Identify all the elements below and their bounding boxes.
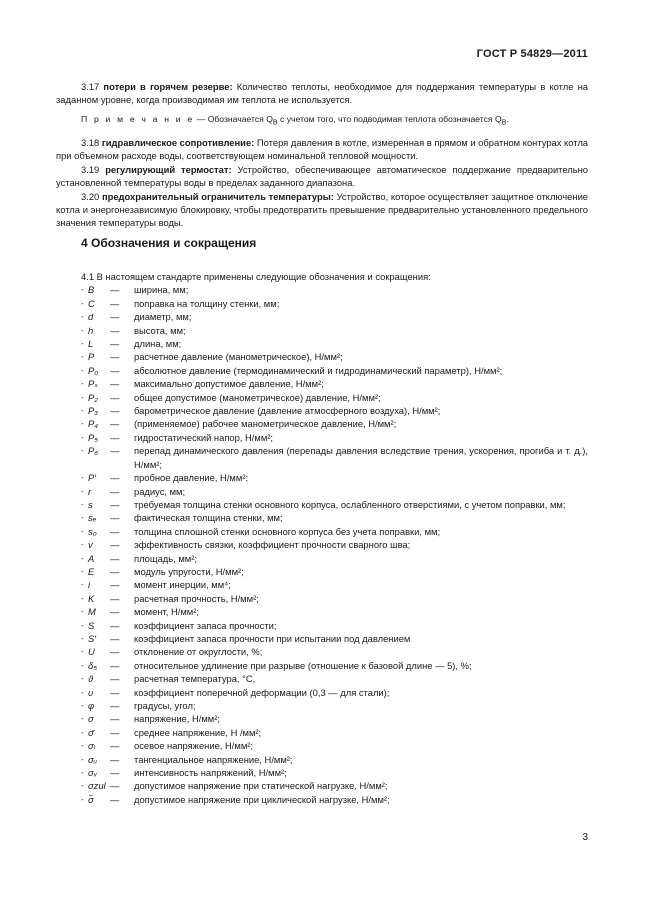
bullet-mark: - — [81, 794, 84, 804]
list-item — [56, 659, 588, 672]
bullet-mark: - — [81, 392, 84, 402]
symbol: L — [88, 338, 94, 350]
list-item — [56, 686, 588, 699]
symbol-description: абсолютное давление (термодинамический и гидродинамический параметр), Н/мм²; — [134, 364, 503, 376]
bullet-mark: - — [81, 486, 84, 496]
clause-number: 3.18 — [81, 136, 100, 148]
dash: — — [110, 659, 120, 671]
dash: — — [110, 686, 120, 698]
list-item — [56, 471, 588, 484]
bullet-mark: - — [81, 768, 84, 778]
list-item — [56, 793, 588, 806]
bullet-mark: - — [81, 446, 84, 456]
symbol: σᵤ — [88, 753, 97, 765]
symbol: s₀ — [88, 525, 97, 537]
bullet-mark: - — [81, 432, 84, 442]
symbols-list — [56, 283, 588, 806]
clause-number: 3.20 — [81, 190, 100, 202]
dash: — — [110, 552, 120, 564]
bullet-mark: - — [81, 406, 84, 416]
symbol-description: модуль упругости, Н/мм²; — [134, 565, 244, 577]
clause-number: 3.17 — [81, 81, 100, 92]
symbol: P₃ — [88, 405, 98, 417]
dash: — — [110, 498, 120, 510]
list-item — [56, 726, 588, 739]
bullet-mark: - — [81, 727, 84, 737]
dash: — — [110, 673, 120, 685]
dash: — — [110, 445, 120, 457]
dash: — — [110, 338, 120, 350]
bullet-mark: - — [81, 566, 84, 576]
list-item — [56, 538, 588, 551]
dash: — — [110, 351, 120, 363]
list-item — [56, 632, 588, 645]
definition-text: Устройство, которое осуществляет защитное отключение котла и энергонезависимую блокировку, чтобы предотвратить превышение предварительно установленного предельного значения температуры воды. — [56, 190, 589, 229]
dash: — — [110, 485, 120, 497]
symbol: P₆ — [88, 445, 99, 457]
term: гидравлическое сопротивление: — [101, 136, 255, 148]
dash: — — [110, 472, 120, 484]
dash: — — [110, 364, 120, 376]
dash: — — [110, 284, 120, 296]
list-item — [56, 672, 588, 685]
list-item — [56, 699, 588, 712]
symbol-description: момент, Н/мм²; — [134, 606, 199, 618]
bullet-mark: - — [81, 701, 84, 710]
bullet-mark: - — [81, 285, 84, 295]
symbol: h — [88, 324, 94, 336]
bullet-mark: - — [81, 647, 84, 657]
list-item — [56, 645, 588, 658]
symbol: σ̃ — [88, 793, 94, 805]
list-item — [56, 391, 588, 404]
symbol-description: относительное удлинение при разрыве (отношение к базовой длине — 5), %; — [134, 659, 472, 671]
clause-number: 3.19 — [81, 163, 100, 175]
bullet-mark: - — [81, 365, 84, 375]
list-item — [56, 619, 588, 632]
symbol: s — [88, 498, 93, 510]
dash: — — [110, 297, 120, 309]
bullet-mark: - — [81, 513, 84, 523]
symbol: S′ — [88, 632, 97, 644]
bullet-mark: - — [81, 540, 84, 550]
list-item — [56, 485, 588, 498]
symbol: r — [88, 485, 92, 497]
note-label: П р и м е ч а н и е — [81, 113, 195, 124]
note-end: . — [506, 113, 509, 124]
list-item — [56, 337, 588, 350]
symbol-description: (применяемое) рабочее манометрическое давление, Н/мм²; — [134, 418, 397, 430]
symbol: M — [88, 606, 96, 618]
bullet-mark: - — [81, 580, 84, 590]
list-item — [56, 779, 588, 792]
bullet-mark: - — [81, 687, 84, 697]
list-item — [56, 377, 588, 390]
bullet-mark: - — [81, 714, 84, 724]
dash: — — [110, 311, 120, 323]
paragraph-3-20 — [56, 190, 588, 230]
dash: — — [110, 700, 120, 711]
term: предохранительный ограничитель температуры: — [101, 190, 334, 202]
symbol: σ — [88, 713, 94, 725]
definition-text: Количество теплоты, необходимое для поддержания температуры в котле на заданном уровне, когда производимая им теплота не используется. — [56, 81, 588, 106]
list-item — [56, 592, 588, 605]
dash: — — [110, 579, 120, 591]
symbol: K — [88, 592, 95, 604]
symbol: σ̄ — [88, 726, 94, 738]
symbol: P′ — [88, 472, 97, 484]
bullet-mark: - — [81, 741, 84, 751]
bullet-mark: - — [81, 312, 84, 322]
symbol-description: коэффициент поперечной деформации (0,3 — для стали); — [134, 686, 390, 698]
bullet-mark: - — [81, 419, 84, 429]
list-item — [56, 712, 588, 725]
page-number: 3 — [582, 832, 588, 843]
symbol: B — [88, 284, 95, 296]
dash: — — [110, 525, 120, 537]
symbol-description: расчетная температура, °C, — [134, 673, 256, 685]
bullet-mark: - — [81, 781, 84, 791]
definition-text: Потеря давления в котле, измеренная в прямом и обратном контурах котла при объемном расходе воды, соответствующем номинальной тепловой мощности. — [56, 136, 589, 162]
symbol-description: толщина сплошной стенки основного корпуса без учета поправки, мм; — [134, 525, 441, 537]
list-item — [56, 605, 588, 618]
symbol-description: допустимое напряжение при статической нагрузке, Н/мм²; — [134, 780, 388, 792]
bullet-mark: - — [81, 339, 84, 349]
list-item — [56, 498, 588, 511]
dash: — — [110, 565, 120, 577]
bullet-mark: - — [81, 553, 84, 563]
term: потери в горячем резерве: — [103, 81, 233, 92]
symbol: C — [88, 297, 95, 309]
symbol-description: интенсивность напряжений, Н/мм²; — [134, 767, 287, 779]
list-item — [56, 578, 588, 591]
symbol-description: диаметр, мм; — [134, 311, 192, 323]
list-item — [56, 753, 588, 766]
symbol-description: перепад динамического давления (перепады давления вследствие трения, ускорения, прогиба и т. д.), Н/мм²; — [134, 445, 588, 470]
list-item — [56, 283, 588, 296]
symbol: U — [88, 646, 95, 658]
dash: — — [110, 713, 120, 725]
bullet-mark: - — [81, 593, 84, 603]
symbol-description: барометрическое давление (давление атмосферного воздуха), Н/мм²; — [134, 405, 441, 417]
note-text-continued: с учетом того, что подводимая теплота обозначается Q — [277, 113, 502, 124]
dash: — — [110, 767, 120, 779]
symbol: φ — [88, 700, 95, 711]
bullet-mark: - — [81, 379, 84, 389]
list-item — [56, 565, 588, 578]
symbol: ϑ — [88, 673, 94, 685]
list-item — [56, 444, 588, 471]
symbol-description: тангенциальное напряжение, Н/мм²; — [134, 753, 293, 765]
list-item — [56, 364, 588, 377]
symbol: δ₅ — [88, 659, 97, 671]
list-item — [56, 310, 588, 323]
dash: — — [110, 431, 120, 443]
dash: — — [110, 793, 120, 805]
list-item — [56, 417, 588, 430]
symbol: P₅ — [88, 431, 99, 443]
symbol-description: расчетное давление (манометрическое), Н/мм²; — [134, 351, 343, 363]
symbol-description: требуемая толщина стенки основного корпуса, ослабленного отверстиями, с учетом поправки, мм; — [134, 498, 566, 510]
symbol: P — [88, 351, 95, 363]
dash: — — [110, 539, 120, 551]
dash: — — [110, 324, 120, 336]
symbol-description: максимально допустимое давление, Н/мм²; — [134, 378, 324, 390]
symbol: d — [88, 311, 94, 323]
paragraph-3-19 — [56, 163, 588, 190]
dash: — — [110, 753, 120, 765]
list-item — [56, 766, 588, 779]
symbol-description: коэффициент запаса прочности; — [134, 619, 277, 631]
symbol-description: пробное давление, Н/мм²; — [134, 472, 249, 484]
list-item — [56, 525, 588, 538]
symbol: S — [88, 619, 95, 631]
dash: — — [110, 726, 120, 738]
dash: — — [110, 606, 120, 618]
symbol-description: допустимое напряжение при циклической нагрузке, Н/мм²; — [134, 793, 390, 805]
symbol: E — [88, 565, 95, 577]
dash: — — [110, 405, 120, 417]
symbol: σₗ — [88, 740, 96, 752]
definition-text: Устройство, обеспечивающее автоматическое поддержание предварительно установленной температуры воды в пределах заданного диапазона. — [56, 163, 589, 189]
list-item — [56, 431, 588, 444]
symbol-description: расчетная прочность, Н/мм²; — [134, 592, 259, 604]
dash: — — [110, 592, 120, 604]
symbol-description: отклонение от округлости, %; — [134, 646, 263, 658]
list-item — [56, 324, 588, 337]
symbol: P₂ — [88, 391, 98, 403]
symbol-description: длина, мм; — [134, 338, 182, 350]
dash: — — [110, 619, 120, 631]
section-title: 4 Обозначения и сокращения — [81, 236, 257, 250]
list-item — [56, 739, 588, 752]
list-item — [56, 297, 588, 310]
note-text: — Обозначается Q — [196, 113, 273, 124]
symbol: P₀ — [88, 364, 99, 376]
bullet-mark: - — [81, 607, 84, 617]
section-intro: 4.1 В настоящем стандарте применены следующие обозначения и сокращения: — [81, 271, 431, 282]
dash: — — [110, 632, 120, 644]
note-subscript-2: B — [501, 118, 507, 127]
paragraph-3-17 — [56, 80, 588, 107]
symbol-description: поправка на толщину стенки, мм; — [134, 297, 280, 309]
dash: — — [110, 780, 120, 792]
symbol: v — [88, 539, 93, 551]
note-paragraph — [56, 113, 588, 130]
symbol-description: общее допустимое (манометрическое) давление, Н/мм²; — [134, 391, 381, 403]
bullet-mark: - — [81, 674, 84, 684]
symbol-description: градусы, угол; — [134, 700, 196, 711]
symbol-description: осевое напряжение, Н/мм²; — [134, 740, 253, 752]
term: регулирующий термостат: — [105, 163, 232, 175]
list-item — [56, 511, 588, 524]
symbol-description: момент инерции, мм⁴; — [134, 579, 231, 591]
symbol-description: радиус, мм; — [134, 485, 186, 497]
symbols-section — [56, 270, 588, 806]
dash: — — [110, 740, 120, 752]
definitions-block — [56, 80, 588, 230]
bullet-mark: - — [81, 325, 84, 335]
symbol-description: ширина, мм; — [134, 284, 189, 296]
symbol-description: площадь, мм²; — [134, 552, 197, 564]
symbol-description: высота, мм; — [134, 324, 186, 336]
symbol: Pₛ — [88, 378, 98, 390]
symbol: sₑ — [88, 512, 97, 524]
symbol: υ — [88, 686, 94, 698]
symbol: P₄ — [88, 418, 99, 430]
dash: — — [110, 418, 120, 430]
document-header: ГОСТ Р 54829—2011 — [476, 48, 588, 60]
bullet-mark: - — [81, 633, 84, 643]
symbol-description: фактическая толщина стенки, мм; — [134, 512, 283, 524]
symbol-description: коэффициент запаса прочности при испытании под давлением — [134, 632, 411, 644]
symbol-description: эффективность связки, коэффициент прочности сварного шва; — [134, 539, 411, 551]
symbol: σᵥ — [88, 767, 98, 779]
dash: — — [110, 378, 120, 390]
symbol-description: напряжение, Н/мм²; — [134, 713, 220, 725]
symbol: A — [88, 552, 95, 564]
list-item — [56, 350, 588, 363]
symbol: i — [88, 579, 91, 591]
bullet-mark: - — [81, 473, 84, 483]
dash: — — [110, 646, 120, 658]
bullet-mark: - — [81, 526, 84, 536]
note-subscript: B — [272, 118, 278, 127]
bullet-mark: - — [81, 298, 84, 308]
symbol: σzul — [88, 780, 106, 792]
paragraph-3-18 — [56, 136, 588, 163]
bullet-mark: - — [81, 660, 84, 670]
dash: — — [110, 512, 120, 524]
list-item — [56, 404, 588, 417]
symbol-description: среднее напряжение, Н /мм²; — [134, 726, 262, 738]
bullet-mark: - — [81, 754, 84, 764]
symbol-description: гидростатический напор, Н/мм²; — [134, 431, 274, 443]
list-item — [56, 552, 588, 565]
bullet-mark: - — [81, 620, 84, 630]
bullet-mark: - — [81, 499, 84, 509]
dash: — — [110, 391, 120, 403]
bullet-mark: - — [81, 352, 84, 362]
